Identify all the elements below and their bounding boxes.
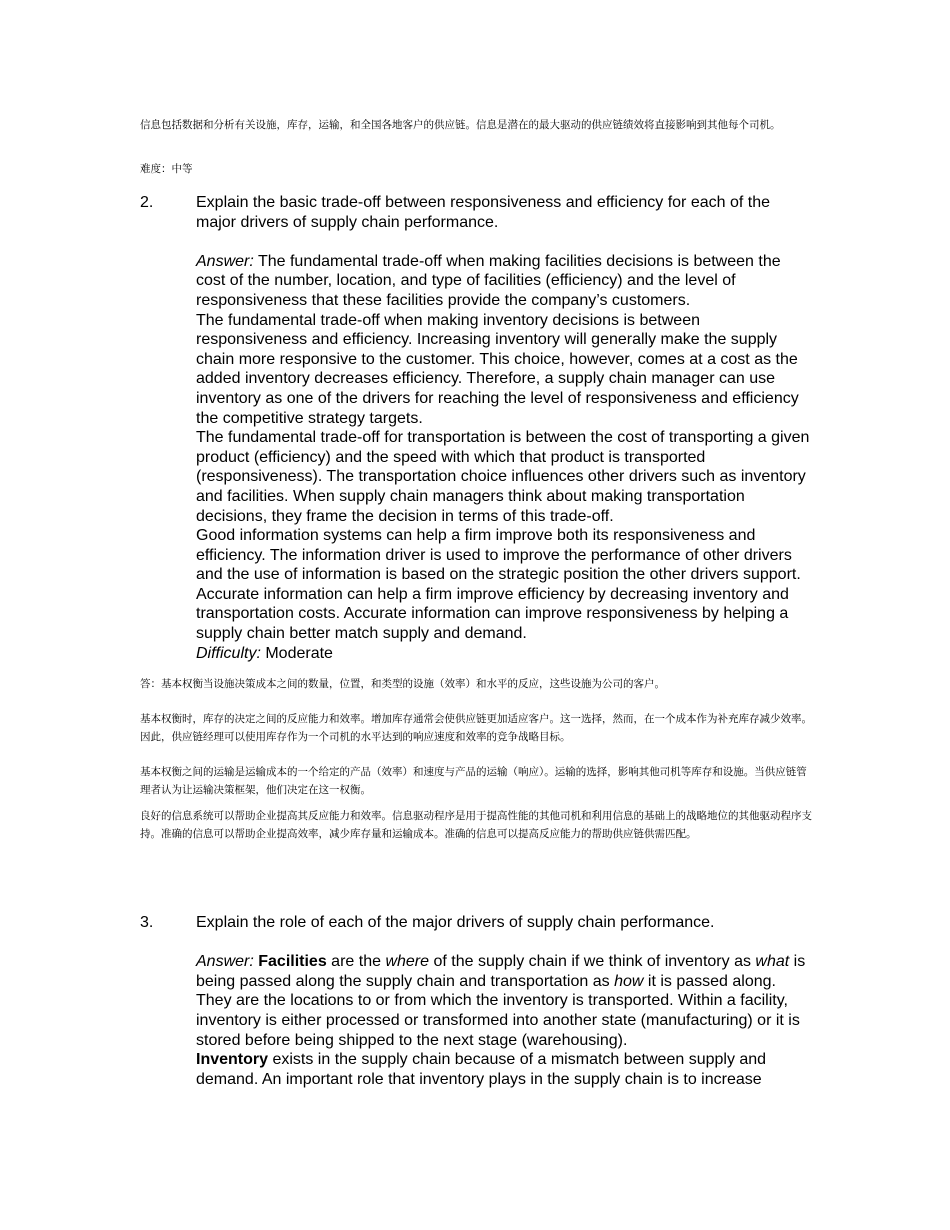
question-2-answer-transportation: The fundamental trade-off for transportation is between the cost of transporting a given product (efficiency) and the speed with which that product is transported (responsiveness). The transportation choice influences other drivers such as inventory and facilities. When supply chain managers think about making transportation decisions, they frame the decision in terms of this trade-off. [196,429,810,525]
question-3-text: Explain the role of each of the major drivers of supply chain performance. [196,914,715,931]
what-word: what [755,953,790,971]
question-2-answer-inventory: The fundamental trade-off when making inventory decisions is between responsiveness and efficiency. Increasing inventory will generally make the supply chain more responsive to the customer. This choice, however, comes at a cost as the added inventory decreases efficiency. Therefore, a supply chain manager can use inventory as one of the drivers for reaching the level of responsiveness and efficiency the competitive strategy targets. [196,311,799,427]
inventory-term: Inventory [196,1051,269,1069]
answer-text-segment: it is passed along. They are the locations to or from which the inventory is transported. Within a facility, inventory is either processed or transformed into another state (manufacturing) or it is stored before being shipped to the next stage (warehousing). [196,972,800,1049]
question-2-block [196,193,812,663]
how-word: how [614,972,644,990]
answer-text-segment: is being passed along the supply chain and transportation as [196,953,806,990]
question-2-text: Explain the basic trade-off between responsiveness and efficiency for each of the major drivers of supply chain performance. [196,194,770,231]
question-2-answer-facilities [196,252,812,311]
answer-facilities-text: The fundamental trade-off when making facilities decisions is between the cost of the number, location, and type of facilities (efficiency) and the level of responsiveness that these facilities provide the company’s customers. [196,252,781,309]
difficulty-value: Moderate [260,644,333,662]
q2-chinese-paragraph-1: 答：基本权衡当设施决策成本之间的数量，位置，和类型的设施（效率）和水平的反应，这些设施为公司的客户。 [140,678,665,690]
answer-label: Answer: [196,252,254,270]
where-word: where [385,953,430,971]
question-2-number: 2. [140,194,154,211]
q2-chinese-paragraph-4: 良好的信息系统可以帮助企业提高其反应能力和效率。信息驱动程序是用于提高性能的其他司机和利用信息的基础上的战略地位的其他驱动程序支持。准确的信息可以帮助企业提高效率，减少库存量和运输成本。准确的信息可以提高反应能力的帮助供应链供需匹配。 [140,810,812,840]
answer-text-segment: are the [326,953,386,971]
facilities-term: Facilities [258,953,327,971]
question-3-answer-facilities [196,952,812,1050]
question-3-answer-inventory [196,1050,812,1089]
inventory-text: exists in the supply chain because of a mismatch between supply and demand. An important role that inventory plays in the supply chain is to increase [196,1051,767,1088]
answer-text-segment: of the supply chain if we think of inventory as [429,953,756,971]
answer-label: Answer: [196,953,254,971]
intro-chinese-paragraph: 信息包括数据和分析有关设施，库存，运输，和全国各地客户的供应链。信息是潜在的最大驱动的供应链绩效将直接影响到其他每个司机。 [140,119,781,131]
question-2-answer-information: Good information systems can help a firm improve both its responsiveness and efficiency. The information driver is used to improve the performance of other drivers and the use of information is based on the strategic position the other drivers support. Accurate information can help a firm improve efficiency by decreasing inventory and transportation costs. Accurate information can improve responsiveness by helping a supply chain better match supply and demand. [196,527,801,643]
difficulty-label: Difficulty: [196,644,261,662]
question-3-number: 3. [140,914,154,931]
question-3-block [196,913,812,1089]
q2-chinese-paragraph-2: 基本权衡时，库存的决定之间的反应能力和效率。增加库存通常会使供应链更加适应客户。这一选择，然而，在一个成本作为补充库存减少效率。因此，供应链经理可以使用库存作为一个司机的水平达到的响应速度和效率的竞争战略目标。 [140,713,812,743]
question-2-difficulty [196,644,812,664]
intro-difficulty-chinese: 难度：中等 [140,163,193,175]
q2-chinese-paragraph-3: 基本权衡之间的运输是运输成本的一个给定的产品（效率）和速度与产品的运输（响应）。运输的选择，影响其他司机等库存和设施。当供应链管理者认为让运输决策框架，他们决定在这一权衡。 [140,766,807,796]
